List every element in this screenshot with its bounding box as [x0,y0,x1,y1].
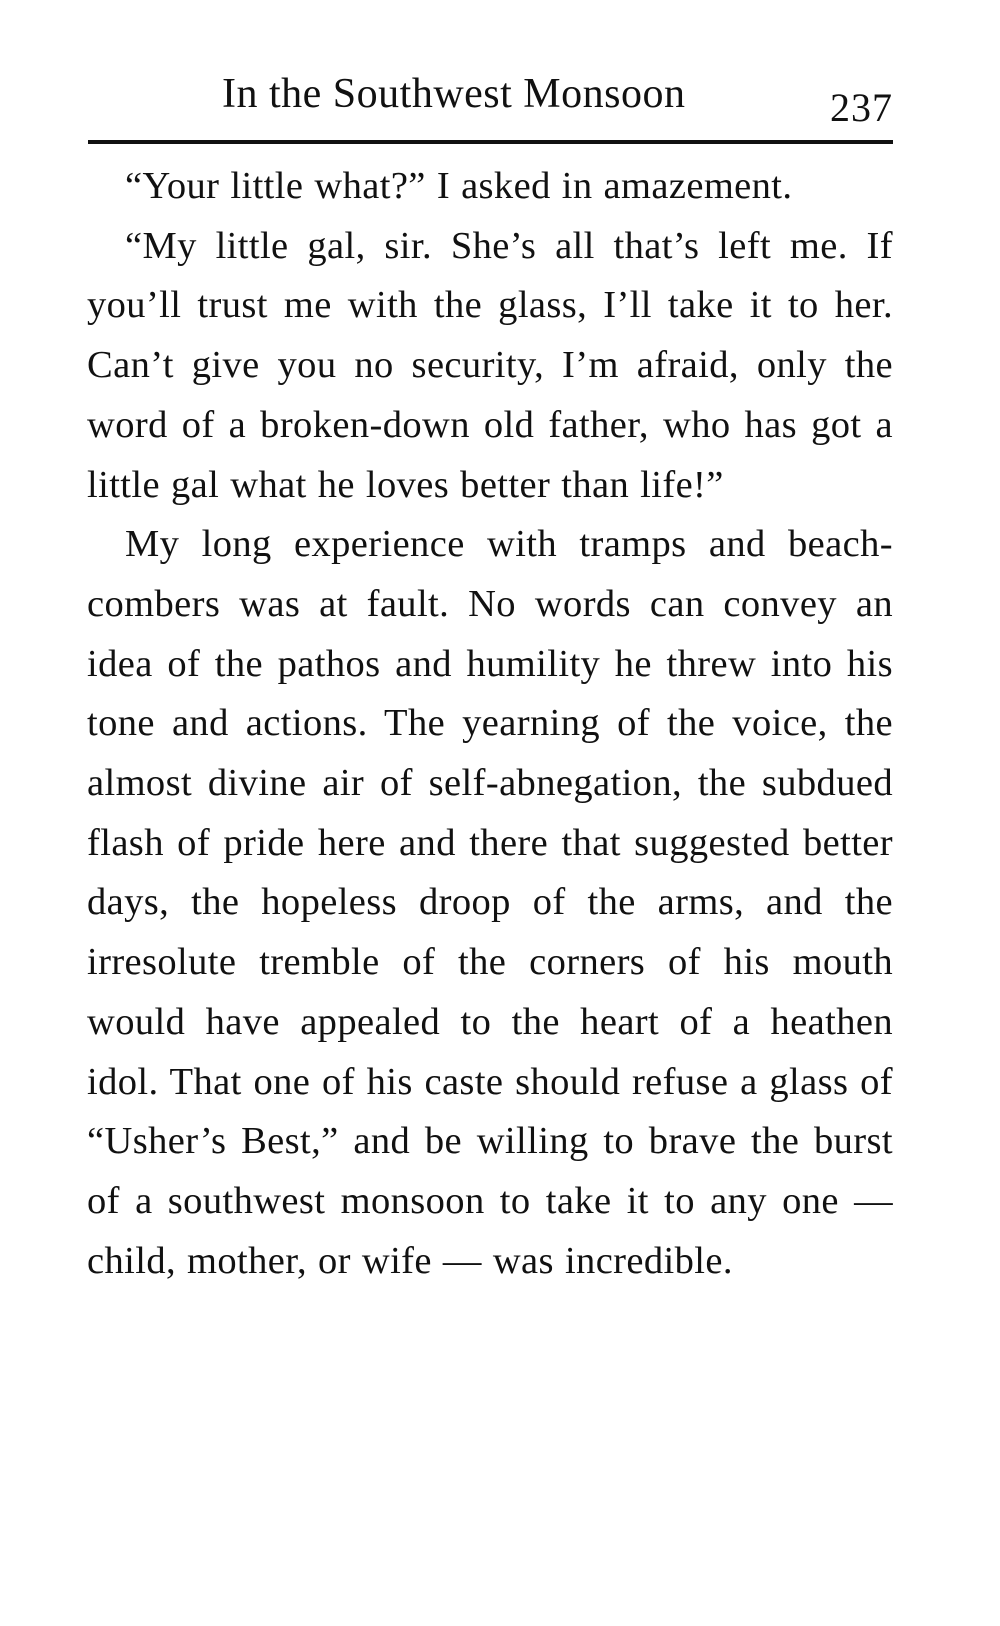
header-rule [88,140,893,144]
paragraph: “Your little what?” I asked in amazement. [125,165,793,207]
page-number: 237 [830,85,893,130]
running-head [87,62,893,132]
running-title: In the Southwest Monsoon [222,71,686,117]
body-text [87,157,893,1291]
paragraph: My long experience with tramps and beach-combers was at fault. No words can convey an idea of the pathos and humility he threw into his tone and actions. The yearning of the voice, the almost divine air of self-abnegation, the subdued flash of pride here and there that suggested better days, the hopeless droop of the arms, and the irresolute tremble of the corners of his mouth would have appealed to the heart of a heathen idol. That one of his caste should refuse a glass of “Usher’s Best,” and be willing to brave the burst of a southwest monsoon to take it to any one — child, mother, or wife — was incredible. [87,523,893,1282]
paragraph: “My little gal, sir. She’s all that’s left me. If you’ll trust me with the glass, I’ll take it to her. Can’t give you no security, I’m afraid, only the word of a broken-down old father, who has got a little gal what he loves better than life!” [87,224,893,506]
